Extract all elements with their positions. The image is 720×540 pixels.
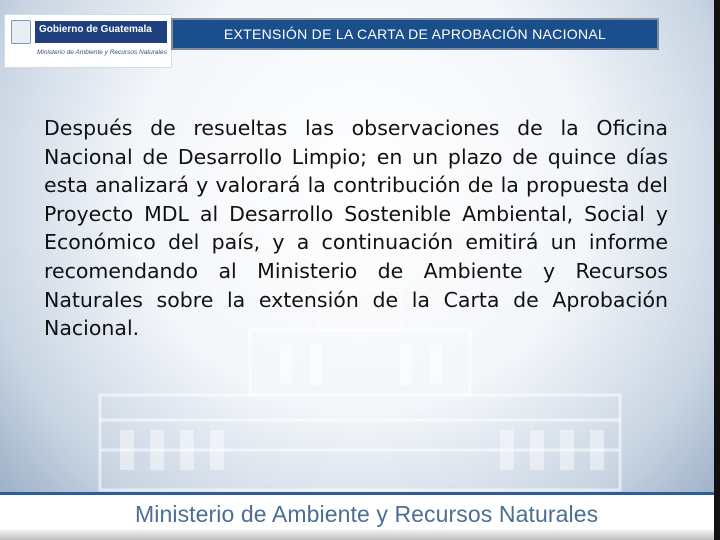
- government-logo: [4, 14, 172, 68]
- logo-title: Gobierno de Guatemala: [39, 24, 152, 35]
- body-paragraph: Después de resueltas las observaciones de la Oficina Nacional de Desarrollo Limpio; en un plazo de quince días esta analizará y valorará la contribución de la propuesta del Proyecto MDL al Desarrollo Sostenible Ambiental, Social y Económico del país, y a continuación emitirá un informe recomendando al Ministerio de Ambiente y Recursos Naturales sobre la extensión de la Carta de Aprobación Nacional.: [44, 116, 668, 341]
- footer-edge: [0, 530, 720, 540]
- slide-title-banner: [171, 18, 659, 50]
- guatemala-coat-of-arms-icon: [11, 20, 31, 44]
- footer-divider: [0, 492, 720, 495]
- slide-title: EXTENSIÓN DE LA CARTA DE APROBACIÓN NACIONAL: [223, 26, 607, 42]
- right-edge-shadow: [714, 0, 720, 540]
- footer-ministry-name: Ministerio de Ambiente y Recursos Naturales: [135, 501, 599, 527]
- logo-subtitle: Ministerio de Ambiente y Recursos Naturales: [37, 49, 167, 56]
